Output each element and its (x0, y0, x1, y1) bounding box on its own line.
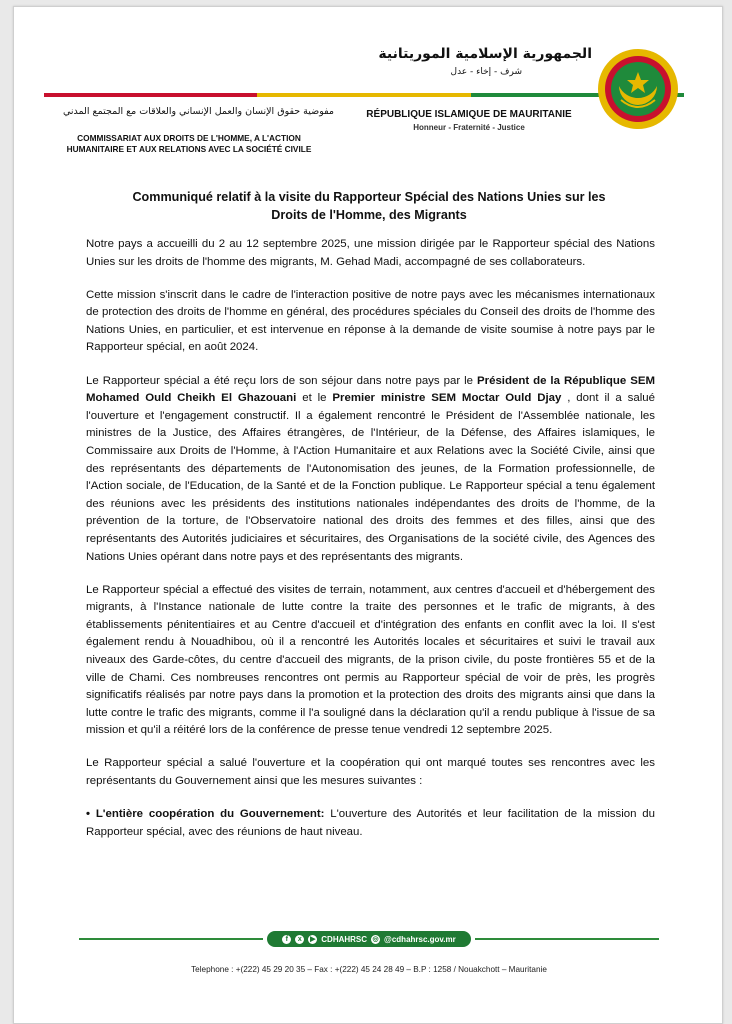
website-link[interactable]: @cdhahrsc.gov.mr (384, 934, 456, 944)
commissariat-line-2: HUMANITAIRE ET AUX RELATIONS AVEC LA SOCIÉTÉ CIVILE (66, 144, 312, 154)
letterhead (14, 7, 722, 167)
social-bar (79, 931, 659, 947)
paragraph-4: Le Rapporteur spécial a effectué des visites de terrain, notamment, aux centres d'accueil et d'hébergement des migrants, à l'Instance nationale de lutte contre la traite des personnes et le trafic de migrants, à des établissements pénitentiaires et au Centre d'accueil et d'intégration des enfants en conflit avec la loi. Il s'est également rendu à Nouadhibou, où il a rencontré les Autorités locales et sécuritaires et suivi le travail aux niveaux des Garde-côtes, du centre d'accueil des migrants, de la prison civile, du poste frontières 55 et de la ville de Chami. Ces nombreuses rencontres ont permis au Rapporteur spécial de voir de près, les progrès significatifs réalisés par notre pays dans la promotion et la protection des droits des migrants ainsi que dans la lutte contre le trafic des migrants, comme il l'a souligné dans la déclaration qu'il a rendu publique à l'issue de sa mission et qu'il a réitéré lors de la conférence de presse tenue vendredi 12 septembre 2025. (86, 583, 655, 737)
document-page (13, 6, 723, 1024)
social-handle[interactable]: CDHAHRSC (321, 934, 368, 944)
globe-icon: ◎ (372, 935, 379, 943)
paragraph-3-rest: , dont il a salué l'ouverture et l'engagement constructif. Il a également rencontré le Président de l'Assemblée nationale, les ministres de la Justice, des Affaires étrangères, de l'Intérieur, de la Défense, des Affaires islamiques, le Commissaire aux Droits de l'Homme, à l'Action Humanitaire et aux Relations avec la Société Civile, ainsi que des représentants des départements de l'Autonomisation des jeunes, de la Formation professionnelle, de l'Action sociale, de l'Education, de la Santé et de la Fonction publique. Le Rapporteur spécial a tenu également des réunions avec les présidents des institutions nationales indépendantes des droits de l'homme, de la prévention de la torture, de l'Observatoire national des droits des femmes et des filles, ainsi que des représentants des Autorités judiciaires et sécuritaires, des Organisations de la société civile, des Agences des Nations Unies opérant dans notre pays et des représentants des migrants. (86, 392, 655, 563)
paragraph-1: Notre pays a accueilli du 2 au 12 septembre 2025, une mission dirigée par le Rapporteur spécial des Nations Unies sur les droits de l'homme des migrants, M. Gehad Madi, accompagné de ses collaborateurs. (86, 238, 655, 268)
commissariat-line-1: COMMISSARIAT AUX DROITS DE L'HOMME, A L'ACTION (77, 133, 301, 143)
mauritania-coat-of-arms-icon (597, 48, 679, 130)
divider-right (475, 938, 659, 940)
republic-name: RÉPUBLIQUE ISLAMIQUE DE MAURITANIE (366, 109, 572, 120)
commissariat-name (44, 133, 334, 155)
bullet-item (86, 806, 655, 841)
title-line-1: Communiqué relatif à la visite du Rapporteur Spécial des Nations Unies sur les (132, 190, 606, 204)
paragraph-3-conjunction: et le (296, 392, 333, 405)
communique-title (74, 188, 664, 224)
bullet-label: • L'entière coopération du Gouvernement: (86, 808, 325, 821)
prime-minister-name: Premier ministre SEM Moctar Ould Djay (332, 392, 562, 405)
divider-left (79, 938, 263, 940)
arabic-republic-name: الجمهورية الإسلامية الموريتانية (378, 46, 592, 62)
bullet-text: L'ouverture des Autorités et leur facilitation de la mission du Rapporteur spécial, avec des réunions de haut niveau. (86, 808, 655, 838)
president-name: Président de la République SEM Mohamed Ould Cheikh El Ghazouani (86, 374, 655, 405)
x-icon[interactable]: x (295, 935, 304, 944)
arabic-motto: شرف - إخاء - عدل (450, 67, 522, 77)
paragraph-3-intro: Le Rapporteur spécial a été reçu lors de son séjour dans notre pays par le (86, 374, 477, 387)
communique-body (86, 236, 655, 857)
contact-info: Telephone : +(222) 45 29 20 35 – Fax : +(222) 45 24 28 49 – B.P : 1258 / Nouakchott – Mauritanie (191, 965, 547, 974)
title-line-2: Droits de l'Homme, des Migrants (271, 208, 467, 222)
youtube-icon[interactable]: ▶ (310, 935, 316, 943)
national-motto: Honneur - Fraternité - Justice (413, 123, 525, 132)
paragraph-5: Le Rapporteur spécial a salué l'ouverture et la coopération qui ont marqué toutes ses rencontres avec les représentants du Gouvernement ainsi que les mesures suivantes : (86, 757, 655, 788)
facebook-icon[interactable]: f (282, 935, 291, 944)
social-pill (267, 931, 471, 947)
paragraph-3 (86, 373, 655, 567)
paragraph-2: Cette mission s'inscrit dans le cadre de l'interaction positive de notre pays avec les mécanismes internationaux de protection des droits de l'homme en général, des procédures spéciales du Conseil des droits de l'homme des Nations Unies, en particulier, et est intervenue en réponse à la demande de visite soumise à notre pays par le Rapporteur spécial, en août 2024. (86, 288, 655, 354)
arabic-commissariat-name: مفوضية حقوق الإنسان والعمل الإنساني والعلاقات مع المجتمع المدني (62, 106, 334, 117)
flag-stripe (44, 93, 684, 97)
